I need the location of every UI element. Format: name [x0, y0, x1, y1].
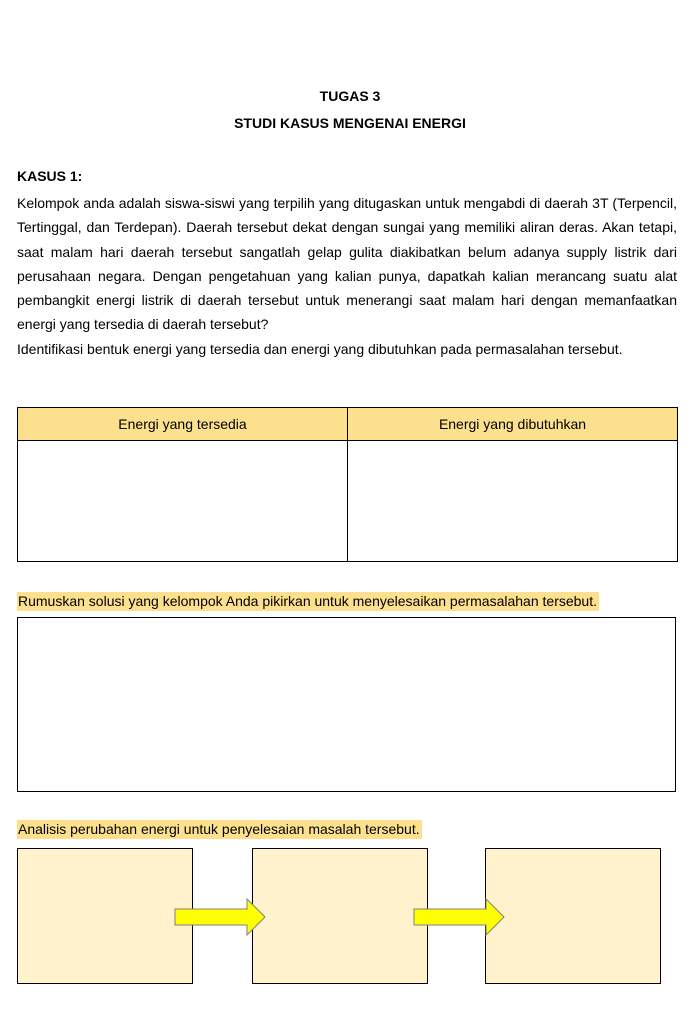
energy-table-answer-row — [18, 441, 678, 562]
energy-available-answer-cell[interactable] — [18, 441, 348, 562]
energy-available-header: Energi yang tersedia — [18, 408, 348, 441]
energy-flow-box-final[interactable] — [485, 848, 661, 984]
solution-answer-box[interactable] — [17, 617, 676, 792]
energy-needed-answer-cell[interactable] — [348, 441, 678, 562]
page-subtitle: STUDI KASUS MENGENAI ENERGI — [234, 115, 466, 131]
arrow-right-icon — [174, 898, 266, 936]
energy-table — [17, 407, 678, 562]
energy-flow-box-initial[interactable] — [17, 848, 193, 984]
analysis-prompt: Analisis perubahan energi untuk penyelesaian masalah tersebut. — [18, 821, 420, 837]
energy-table-header-row — [18, 408, 678, 441]
energy-flow-box-intermediate[interactable] — [252, 848, 428, 984]
solution-prompt: Rumuskan solusi yang kelompok Anda pikirkan untuk menyelesaikan permasalahan tersebut. — [18, 593, 597, 609]
energy-needed-header: Energi yang dibutuhkan — [348, 408, 678, 441]
case-body — [17, 191, 677, 361]
case-instruction: Identifikasi bentuk energi yang tersedia dan energi yang dibutuhkan pada permasalahan tersebut. — [17, 340, 623, 357]
case-paragraph: Kelompok anda adalah siswa-siswi yang terpilih yang ditugaskan untuk mengabdi di daerah 3T (Terpencil, Tertinggal, dan Terdepan). Daerah tersebut dekat dengan sungai yang memiliki aliran deras. Akan tetapi, saat malam hari daerah tersebut sangatlah gelap gulita diakibatkan belum adanya supply listrik dari perusahaan negara. Dengan pengetahuan yang kalian punya, dapatkah kalian merancang suatu alat pembangkit energi listrik di daerah tersebut untuk menerangi saat malam hari dengan memanfaatkan energi yang tersedia di daerah tersebut? — [17, 195, 677, 333]
page-title: TUGAS 3 — [319, 88, 381, 104]
case-heading: KASUS 1: — [17, 168, 83, 184]
arrow-right-icon — [413, 898, 505, 936]
